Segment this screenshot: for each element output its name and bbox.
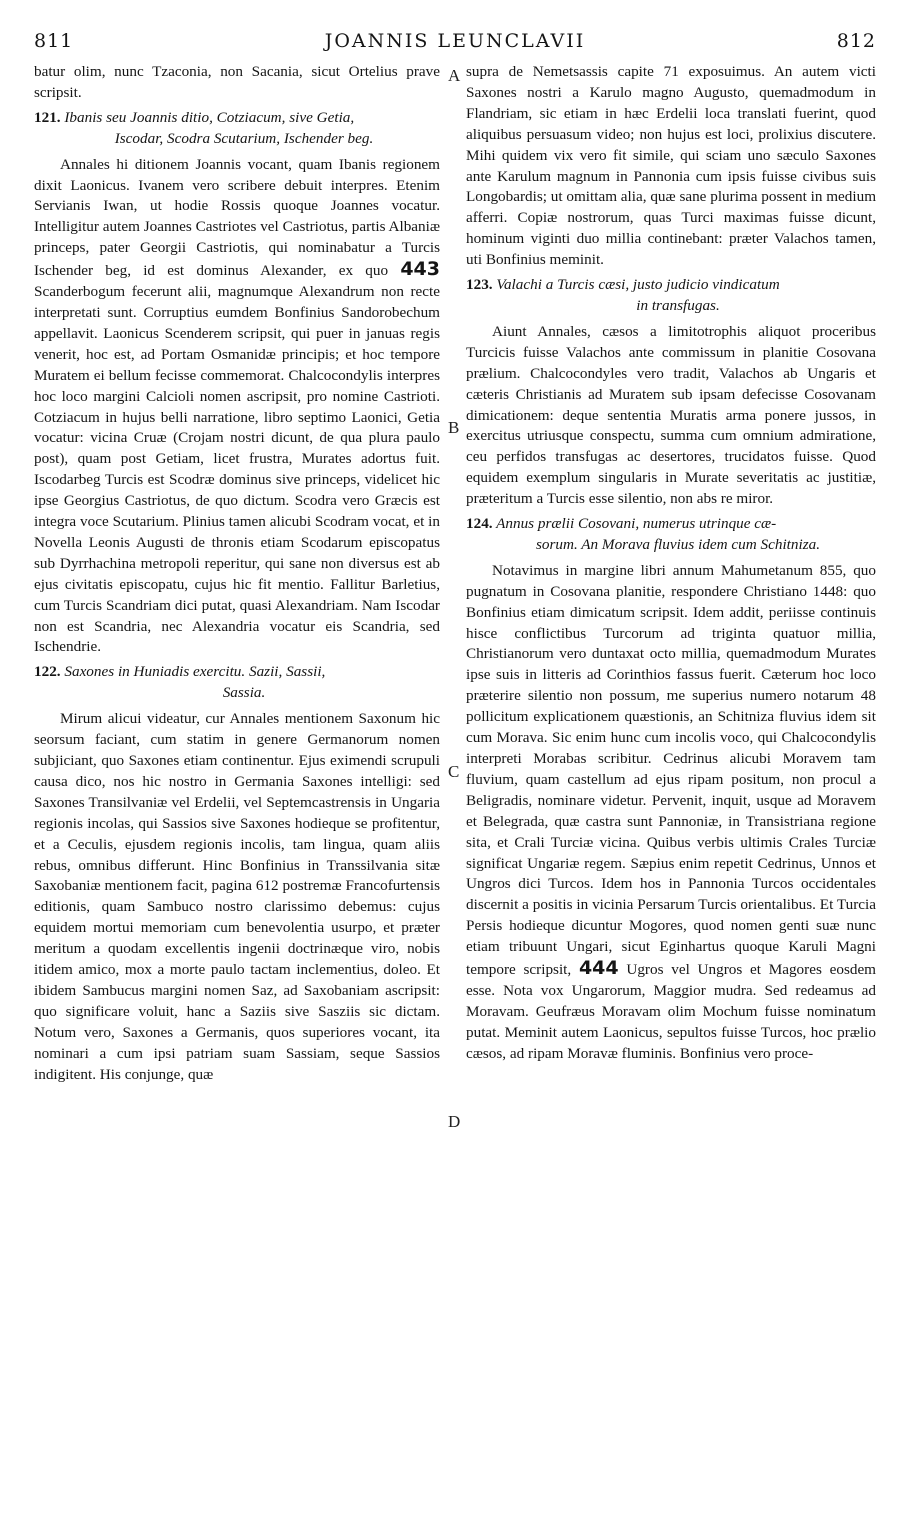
- body-text: Scanderbogum fecerunt alii, magnumque Alexandrum non recte interpretati sunt. Corruptius eumdem Bonfinius Sandorobechum appellavit. Laonicus Scenderem scripsit, qui puer in januas regis venerit, hoc est, ad Portam Osmanidæ principis; et hoc tempore Muratem ei bellum fecisse commemorat. Chalcocondylis interpres hoc loco margini Calcioli nomen ascripsit, pro nomine Castrioti. Cotziacum in hujus belli narratione, libro septimo Laonici, Getia vocatur: vicina Cruæ (Crojam nostri dicunt, de qua plura paulo post), quam post Getiam, licet frustra, Murates adortus fuit. Iscodarbeg Turcis est Scodræ dominus sive princeps, videlicet hic ipse Georgius Castriotus, de quo dictum. Scodra vero Græcis est integra voce Scutarium. Plinius tamen alicubi Scodram vocat, et in Novella Leonis Augusti de thronis etiam Scodarum episcopatus sub Dyrrhachina metropoli reperitur, qui sane non diversus est ab ejus civitatis episcopatu, cujus hic fit mentio. Fallitur Barletius, cum Turcis Scandriam dici putat, quasi Alexandriam. Nam Iscodar non est Scandria, nec Alexandria vocatur eis Scandria, sed Ischendrie.: [34, 283, 440, 656]
- section-body-123: Aiunt Annales, cæsos a limitotrophis aliquot proceribus Turcicis fuisse Valachos ante commissum in planitie Cosovana prælium. Chalcocondyles vero tradit, Valachos ab Ungaris et cæteris Christianis ad Muratem sub ipsam defecisse Cosovanam dimicationem: deque sententia Muratis arma ponere jussos, in exercitus utriusque conspectu, summa cum omnium admiratione, ceu perfidos transfugas ac desertores, trucidatos fuisse. Quod equidem exemplum singularis in Murate severitatis ac justitiæ, præteritum a Turcis esse silentio, non abs re miror.: [466, 322, 876, 508]
- section-title-line-2: Iscodar, Scodra Scutarium, Ischender beg.: [114, 129, 374, 147]
- page-number-right: 812: [836, 30, 876, 52]
- section-number: 121.: [34, 108, 61, 126]
- page-header: [34, 30, 876, 56]
- right-column: [466, 62, 876, 1065]
- section-title-line-1: Ibanis seu Joannis ditio, Cotziacum, sive Getia,: [64, 108, 355, 126]
- body-text: Notavimus in margine libri annum Mahumetanum 855, quo pugnatum in Cosovana planitie, respondere Christiano 1448: quo Bonfinius etiam dimicatum scripsit. Idem addit, periisse continuis hisce conflictibus Turcorum ad triginta quatuor millia, Christianorum vero duntaxat octo millia, quemadmodum Murates ipse suis in litteris ad Corinthios fassus fuerit. Cæterum hoc loco præterire silentio non possum, me superius numero notarum 48 pollicitum explicationem quæstionis, an Schitniza fluvius idem sit cum Morava. Sic enim hunc cum incolis voco, qui Chalcocondylis interpreti Morabas scribitur. Cedrinus alicubi Moravem tam fluvium, quam castellum ad ejus ripam positum, non procul a Beligradis, nominare videtur. Pervenit, inquit, usque ad Moravem et Belegrada, quæ castra sunt Pannoniæ, in Transistriana regione sita, et Crali Turciæ vicina. Quibus verbis ultimis Crales Turciæ significat Ungariæ regem. Sæpius enim repetit Cedrinus, Unnos et Ungros dici Turcos. Idem hos in Pannonia Turcos occidentales discernit a positis in vicinia Persarum Turcis orientalibus. Et Turcia Persis hodieque dicuntur Mogores, quod nomen genti suæ nunc etiam tribuunt Ungari, sicut Eginhartus quoque Karuli Magni tempore scripsit,: [466, 561, 876, 979]
- section-number: 122.: [34, 663, 61, 681]
- pagination-marker: 443: [400, 258, 440, 281]
- section-title-line-2: Sassia.: [222, 684, 266, 702]
- paragraph-continued: supra de Nemetsassis capite 71 exposuimus. An autem victi Saxones nostri a Karulo magno Augusto, quemadmodum in Flandriam, sic etiam in hæc Erdelii loca translati fuerint, quod aliquibus persuasum video; non hujus est loci, prolixius discutere. Mihi quidem vix vero fit simile, qui sciam uno sæculo Saxones ante Karulum magnum in Pannonia cum ipsis fuisse civibus suis Longobardis; ut omittam alia, quæ sane plurima possent in medium afferri. Copiæ nostrorum, quas Turci maximas fuisse dicunt, hominum viginti duo millia continebant: præter Valachos tamen, uti Bonfinius meminit.: [466, 63, 877, 269]
- section-title-line-1: Annus prælii Cosovani, numerus utrinque cæ-: [496, 515, 777, 533]
- section-number: 123.: [466, 276, 493, 294]
- margin-letter-a: A: [448, 66, 461, 85]
- body-text: Ugros vel Ungros et Magores eosdem esse. Nota vox Ungarorum, Maggior mudra. Sed redeamus ad Moravam. Geufræus Moravam olim Mochum fuisse nominatum putat. Meminit autem Laonicus, sepultos fuisse Turcos, hoc prælio cæsos, ad ripam Moravæ fluminis. Bonfinius vero proce-: [466, 961, 876, 1062]
- body-text: Annales hi ditionem Joannis vocant, quam Ibanis regionem dixit Laonicus. Ivanem vero scribere debuit interpres. Etenim Servianis Iwan, ut hodie Rossis quoque Joannes vocatur. Intelligitur autem Joannes Castriotes vel Castriotus, partis Albaniæ princeps, pater Georgii Castriotis, qui nominabatur a Turcis Ischender beg, id est dominus Alexander, ex quo: [34, 155, 440, 280]
- pagination-marker: 444: [578, 957, 619, 980]
- section-title-line-2: sorum. An Morava fluvius idem cum Schitniza.: [535, 535, 821, 553]
- margin-letter-d: D: [448, 1112, 461, 1131]
- section-heading-124: [466, 514, 876, 556]
- section-body-124: [466, 561, 876, 1065]
- margin-letter-c: C: [448, 762, 460, 781]
- running-head: JOANNIS LEUNCLAVII: [324, 30, 586, 52]
- section-heading-121: [34, 108, 440, 150]
- page-number-left: 811: [34, 30, 74, 52]
- section-heading-122: [34, 662, 440, 704]
- section-heading-123: [466, 275, 876, 317]
- section-body-122: Mirum alicui videatur, cur Annales mentionem Saxonum hic seorsum faciant, cum statim in genere Germanorum nomen subjiciant, quo Saxones etiam continentur. Ejus eximendi scrupuli causa dico, nos hic nostro in Germania Saxones intelligi: sed Saxones Transilvaniæ vel Erdelii, vel Septemcastrensis in Ungaria regionis incolas, qui Sassios sive Saxones hodieque se profitentur, et a Ceculis, ejusdem regionis incolis, tam lingua, quam aliis rebus, omnibus differunt. Hinc Bonfinius in Transsilvania sitæ Saxobaniæ mentionem facit, pagina 612 postremæ Francofurtensis editionis, quam Sambuco nostro clarissimo debemus: cujus equidem mortui memoriam cum benevolentia usurpo, et præter meritum a quodam excellentis ingenii doctrinæque viro, nobis itidem amico, mox a morte paulo tactam inclementius, doleo. Et ibidem Sambucus margini nomen Saz, ad Saxobaniam ascripsit: quo significare voluit, hanc a Saziis sive Sasziis sic dictam. Notum vero, Saxones a Germanis, quos superiores vocant, ita nominari a cum ipsi patriam suam Sassiam, seque Sassios indigitent. His conjunge, quæ: [34, 710, 440, 1083]
- section-title-line-1: Saxones in Huniadis exercitu. Sazii, Sassii,: [64, 663, 326, 681]
- section-title-line-2: in transfugas.: [636, 296, 720, 314]
- section-number: 124.: [466, 515, 493, 533]
- section-body-121: [34, 155, 440, 659]
- section-title-line-1: Valachi a Turcis cæsi, justo judicio vindicatum: [496, 276, 780, 294]
- left-column: [34, 62, 440, 1086]
- paragraph-continued: batur olim, nunc Tzaconia, non Sacania, sicut Ortelius prave scripsit.: [34, 63, 440, 101]
- margin-letter-b: B: [448, 418, 460, 437]
